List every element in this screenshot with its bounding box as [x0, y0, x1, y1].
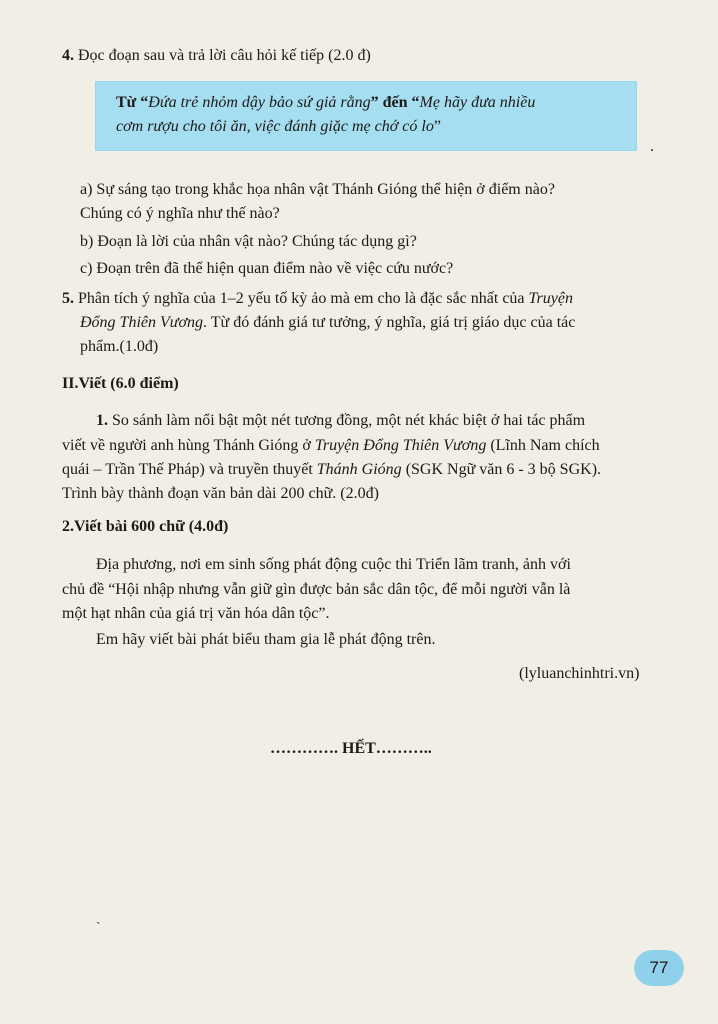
quote-line-2: cơm rượu cho tôi ăn, việc đánh giặc mẹ chớ có lo”	[116, 118, 441, 135]
writing-1-line-1: 1. So sánh làm nổi bật một nét tương đồng, một nét khác biệt ở hai tác phẩm	[96, 412, 586, 429]
quote-line-1: Từ “Đứa trẻ nhỏm dậy bảo sứ giả rằng” đến “Mẹ hãy đưa nhiều	[116, 94, 536, 111]
question-4b: b) Đoạn là lời của nhân vật nào? Chúng tác dụng gì?	[80, 233, 417, 250]
question-4-number: 4.	[62, 47, 74, 64]
section-2-heading: II.Viết (6.0 điểm)	[62, 375, 179, 392]
writing-2-line-4: Em hãy viết bài phát biểu tham gia lễ phát động trên.	[96, 631, 436, 648]
writing-2-line-3: một hạt nhân của giá trị văn hóa dân tộc”.	[62, 605, 330, 622]
question-4-text: Đọc đoạn sau và trả lời câu hỏi kế tiếp (2.0 đ)	[74, 47, 371, 64]
writing-2-line-1: Địa phương, nơi em sinh sống phát động cuộc thi Triển lãm tranh, ảnh với	[96, 556, 571, 573]
quote-box	[96, 82, 636, 150]
question-5-line-3: phẩm.(1.0đ)	[80, 338, 159, 355]
writing-2-heading: 2.Viết bài 600 chữ (4.0đ)	[62, 518, 229, 535]
end-marker: …………. HẾT………..	[270, 740, 432, 757]
stray-dot: .	[650, 138, 654, 155]
page-number: 77	[649, 958, 669, 977]
writing-1-line-2: viết về người anh hùng Thánh Gióng ở Truyện Đổng Thiên Vương (Lĩnh Nam chích	[62, 437, 600, 454]
writing-1-line-4: Trình bày thành đoạn văn bản dài 200 chữ. (2.0đ)	[62, 485, 379, 502]
question-4-heading	[62, 46, 371, 66]
question-4c: c) Đoạn trên đã thể hiện quan điểm nào về việc cứu nước?	[80, 260, 454, 277]
question-4a-line-1: a) Sự sáng tạo trong khắc họa nhân vật Thánh Gióng thể hiện ở điểm nào?	[80, 181, 555, 198]
question-5-line-2: Đổng Thiên Vương. Từ đó đánh giá tư tưởng, ý nghĩa, giá trị giáo dục của tác	[80, 314, 576, 331]
page-number-badge	[634, 950, 684, 986]
question-5-line-1: 5. Phân tích ý nghĩa của 1–2 yếu tố kỳ ảo mà em cho là đặc sắc nhất của Truyện	[62, 290, 573, 307]
source-citation: (lyluanchinhtri.vn)	[519, 665, 640, 682]
question-4a-line-2: Chúng có ý nghĩa như thế nào?	[80, 205, 280, 222]
stray-mark: ˎ	[96, 910, 101, 925]
writing-2-line-2: chủ đề “Hội nhập nhưng vẫn giữ gìn được bản sắc dân tộc, để mỗi người vẫn là	[62, 581, 571, 598]
writing-1-line-3: quái – Trần Thế Pháp) và truyền thuyết Thánh Gióng (SGK Ngữ văn 6 - 3 bộ SGK).	[62, 461, 602, 478]
